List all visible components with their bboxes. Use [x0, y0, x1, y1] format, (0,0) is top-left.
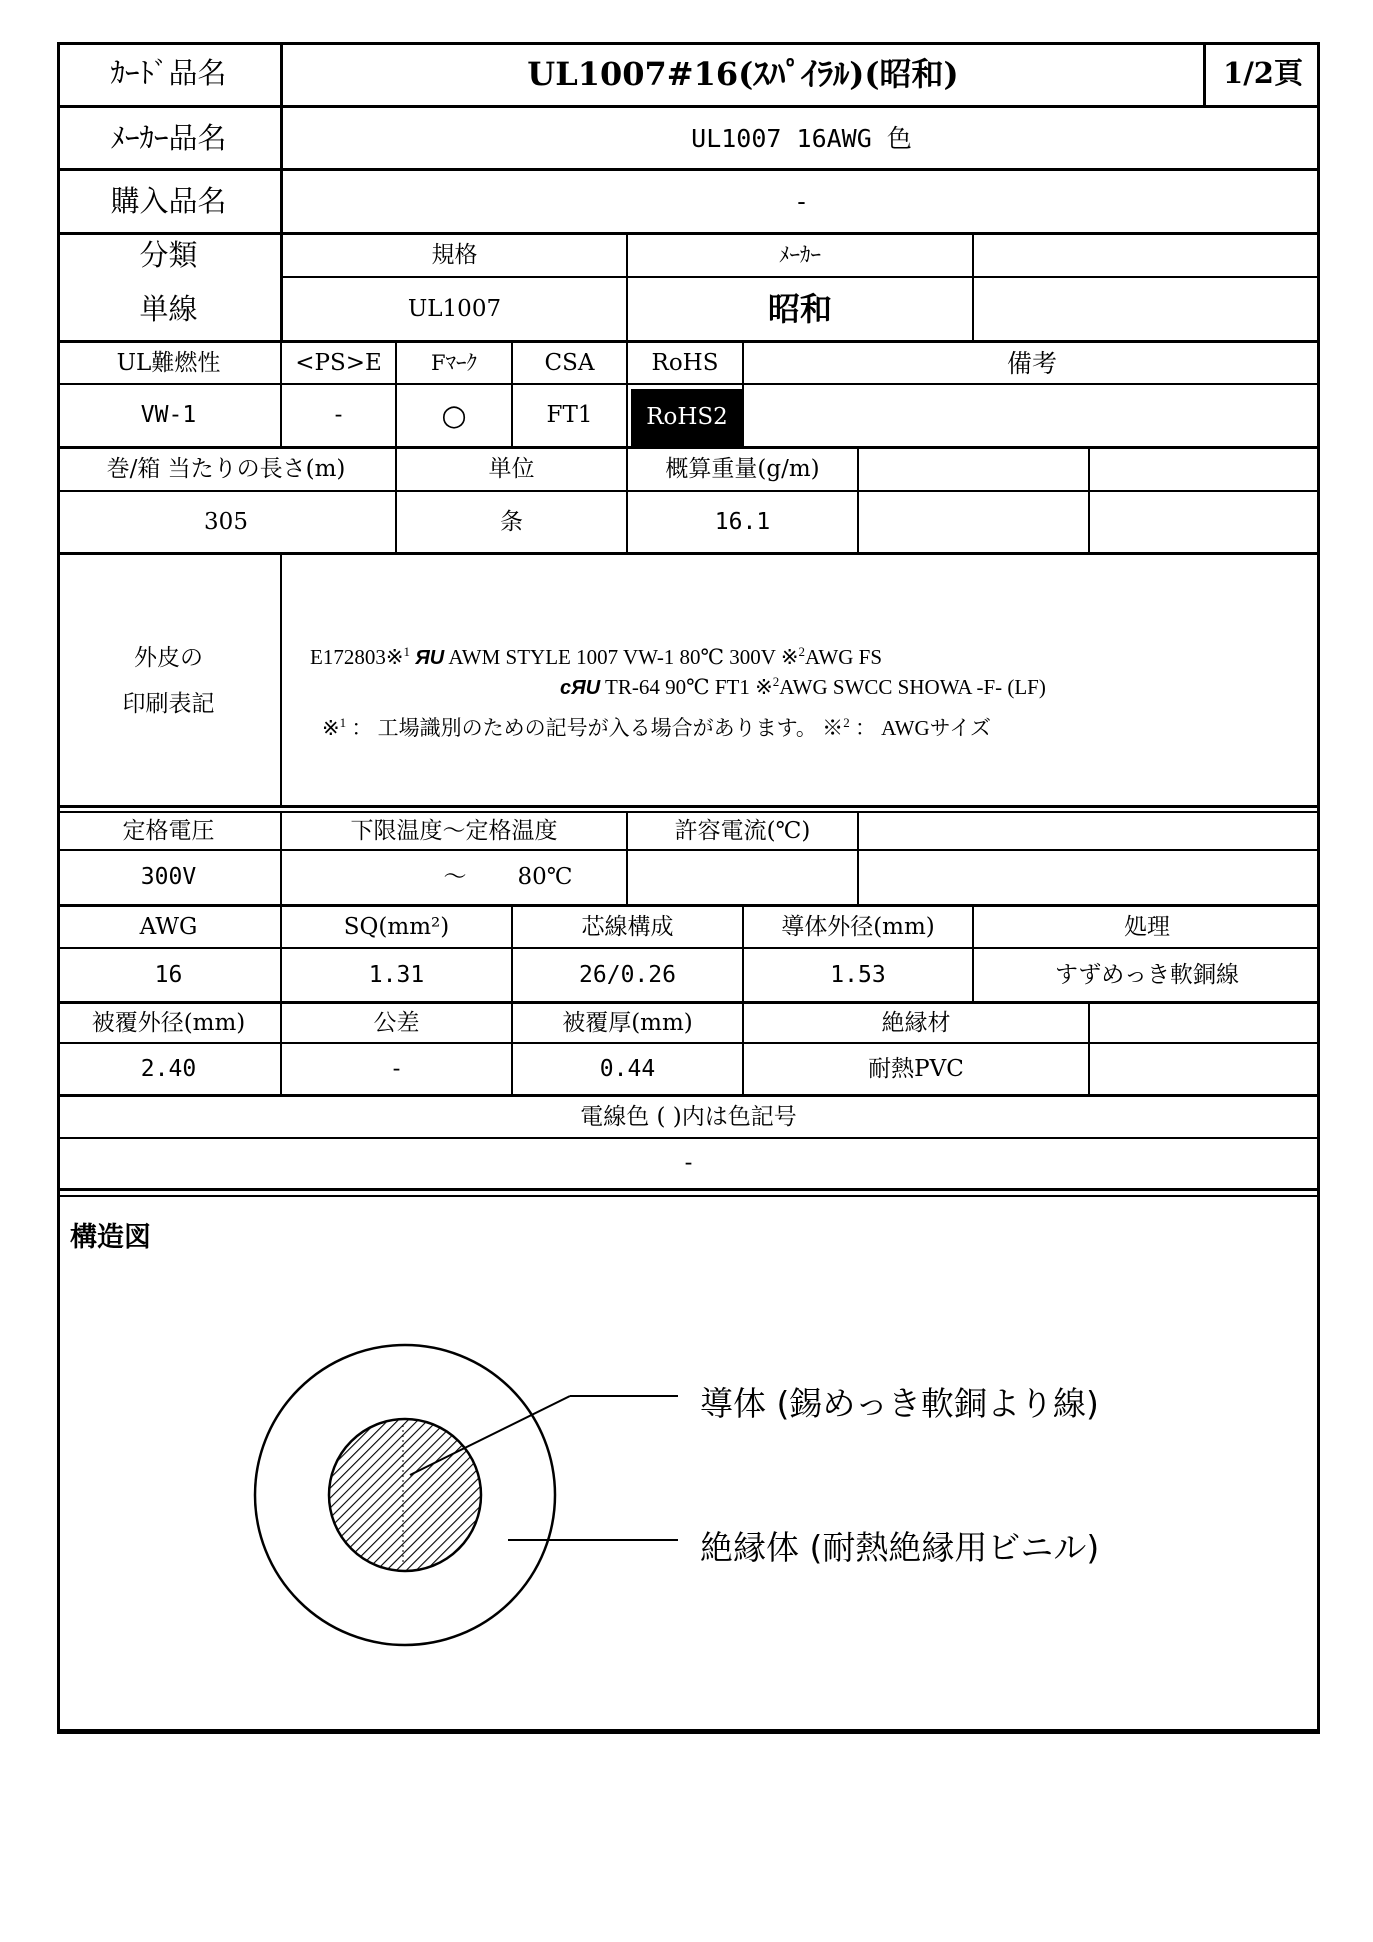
col-divider — [857, 446, 859, 552]
footnote-mark: 2 — [798, 644, 805, 659]
maker-label: ﾒｰｶｰ — [779, 243, 821, 267]
purchase-name-label: 購入品名 — [110, 184, 227, 218]
insulation-od-label: 被覆外径(mm) — [91, 1009, 246, 1036]
col-divider — [1088, 1001, 1090, 1094]
tolerance-value: - — [392, 1055, 401, 1082]
print-text: AWM STYLE 1007 VW-1 80℃ 300V ※ — [448, 645, 799, 669]
row-divider — [57, 1195, 1320, 1197]
unit-value: 条 — [500, 508, 523, 535]
footnote-mark: 2 — [843, 715, 850, 730]
pse-value: - — [334, 402, 343, 428]
wire-color-label: 電線色 ( )内は色記号 — [580, 1103, 797, 1130]
conductor-od-label: 導体外径(mm) — [781, 913, 935, 940]
temp-separator: ～ — [443, 864, 467, 890]
conductor-hatched-circle — [329, 1419, 481, 1571]
print-text: AWG FS — [804, 645, 883, 669]
awg-label: AWG — [139, 913, 198, 940]
remarks-value — [744, 385, 1320, 446]
ul-flame-value: VW-1 — [140, 402, 197, 428]
fmark-label: Fﾏｰｸ — [430, 350, 478, 375]
row-divider — [57, 552, 1320, 555]
maker-value: 昭和 — [767, 290, 832, 328]
print-line-2 — [560, 674, 1046, 700]
print-text: TR-64 90℃ FT1 ※ — [605, 675, 773, 699]
fmark-value: ○ — [441, 398, 467, 432]
page-number: 1/2頁 — [1223, 56, 1303, 90]
voltage-label: 定格電圧 — [122, 817, 215, 844]
print-text: AWG SWCC SHOWA -F- (LF) — [779, 675, 1046, 699]
print-label-line1: 外皮の — [134, 644, 203, 671]
card-name-value: UL1007#16(ｽﾊﾟｲﾗﾙ)(昭和) — [527, 54, 959, 93]
col-divider — [1088, 446, 1090, 552]
temp-value: 80℃ — [517, 864, 573, 890]
footnote-mark: 1 — [339, 715, 347, 730]
strand-value: 26/0.26 — [579, 961, 676, 988]
material-label: 絶縁材 — [881, 1009, 951, 1036]
wire-color-value: - — [684, 1150, 693, 1176]
length-value: 305 — [204, 508, 248, 535]
temp-label: 下限温度～定格温度 — [350, 817, 558, 844]
row-divider — [57, 1188, 1320, 1191]
print-text: ： AWGサイズ — [854, 716, 991, 740]
print-note — [322, 712, 991, 742]
unit-label: 単位 — [488, 456, 535, 482]
col-divider — [972, 232, 974, 340]
print-text: ： 工場識別のための記号が入る場合があります。 ※ — [351, 716, 844, 740]
weight-value: 16.1 — [714, 508, 771, 535]
maker-name-label: ﾒｰｶｰ品名 — [110, 120, 227, 155]
maker-name-value: UL1007 16AWG 色 — [691, 123, 912, 153]
csa-value: FT1 — [546, 402, 593, 428]
treatment-value: すずめっき軟銅線 — [1055, 961, 1239, 988]
tolerance-label: 公差 — [373, 1009, 420, 1036]
csa-label: CSA — [544, 349, 595, 376]
purchase-name-value: - — [797, 187, 806, 216]
ul-recognized-icon: ЯU — [415, 647, 445, 669]
print-text: E172803※ — [310, 645, 404, 669]
ul-flame-label: UL難燃性 — [116, 349, 221, 376]
treatment-label: 処理 — [1124, 913, 1170, 940]
pse-label: <PS>E — [295, 349, 382, 376]
length-label: 巻/箱 当たりの長さ(m) — [106, 456, 346, 482]
insulator-callout: 絶縁体 (耐熱絶縁用ビニル) — [700, 1528, 1100, 1567]
remarks-label: 備考 — [1006, 348, 1057, 378]
row-divider — [57, 805, 1320, 808]
awg-value: 16 — [154, 961, 183, 988]
print-text: ※ — [322, 716, 340, 740]
weight-label: 概算重量(g/m) — [665, 456, 820, 482]
standard-label: 規格 — [431, 242, 478, 268]
insulation-od-value: 2.40 — [140, 1055, 197, 1082]
sq-label: SQ(mm²) — [343, 913, 450, 940]
current-value — [628, 851, 857, 904]
standard-value: UL1007 — [407, 295, 502, 322]
cul-recognized-icon: cЯU — [560, 677, 601, 699]
print-label-line2: 印刷表記 — [122, 690, 215, 717]
row-divider — [57, 1729, 1320, 1731]
conductor-callout: 導体 (錫めっき軟銅より線) — [700, 1384, 1099, 1423]
thickness-label: 被覆厚(mm) — [562, 1009, 693, 1036]
structure-title: 構造図 — [70, 1222, 151, 1253]
material-value: 耐熱PVC — [868, 1055, 964, 1082]
print-line-1 — [310, 644, 882, 670]
col-divider — [857, 811, 859, 904]
classification-value: 単線 — [139, 291, 198, 326]
strand-label: 芯線構成 — [581, 913, 674, 940]
classification-label: 分類 — [139, 238, 198, 272]
current-label: 許容電流(℃) — [674, 817, 811, 844]
col-divider — [280, 552, 282, 805]
voltage-value: 300V — [140, 864, 197, 890]
footnote-mark: 1 — [403, 644, 410, 659]
conductor-od-value: 1.53 — [830, 961, 886, 988]
rohs-value: RoHS2 — [646, 404, 728, 430]
sq-value: 1.31 — [368, 961, 425, 988]
rohs-label: RoHS — [651, 349, 719, 376]
thickness-value: 0.44 — [599, 1055, 656, 1082]
card-name-label: ｶｰﾄﾞ品名 — [110, 56, 227, 90]
footnote-mark: 2 — [772, 674, 780, 689]
